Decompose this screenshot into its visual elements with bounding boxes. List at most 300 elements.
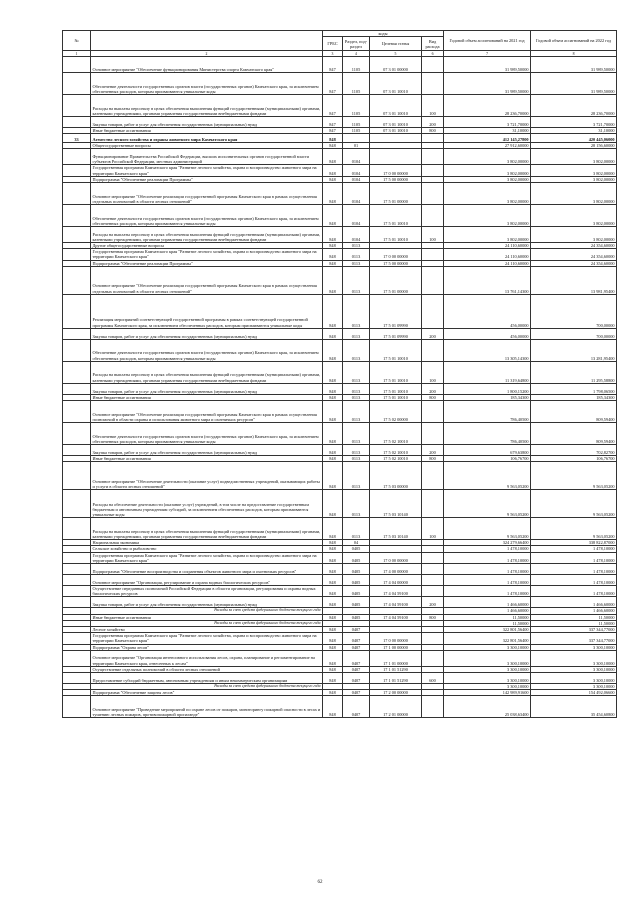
table-row [63,361,617,383]
row-target-article: 17 5 03 10140 [370,490,422,518]
row-expense-type [422,586,444,597]
row-amount-2022: 24 354,60000 [531,243,617,249]
row-amount-2022: 1 478,10000 [531,546,617,552]
row-grbs: 847 [323,73,343,95]
row-target-article: 17 5 00 00000 [370,260,422,266]
row-razdel: 1105 [343,117,370,128]
row-number [63,696,91,718]
row-target-article: 17 2 00 00000 [370,690,422,696]
row-expense-type [422,249,444,260]
row-amount-2021: 456,00000 [444,294,531,328]
row-expense-type [422,294,444,328]
row-razdel: 0104 [343,205,370,227]
row-grbs: 848 [323,165,343,176]
budget-table-sheet [62,30,616,718]
row-name: Основное мероприятие "Проведение мероприятий по охране лесов от пожаров, мониторингу пожарной опасности в лесах и тушению лесных пожаров, противопожарной пропаганде" [91,696,323,718]
row-amount-2021: 1 466,60000 [444,597,531,608]
row-name: Иные бюджетные ассигнования [91,394,323,400]
row-expense-type: 100 [422,518,444,540]
row-number: 33 [63,134,91,143]
row-grbs: 848 [323,401,343,423]
row-amount-2021: 24 110,60000 [444,243,531,249]
row-target-article: 17 4 04 00000 [370,575,422,586]
row-amount-2022: 154 492,06600 [531,690,617,696]
row-number [63,575,91,586]
row-amount-2022: 3 721,70000 [531,117,617,128]
row-amount-2021: 142 989,91600 [444,690,531,696]
row-grbs: 848 [323,627,343,633]
row-razdel: 0405 [343,546,370,552]
row-grbs: 848 [323,227,343,243]
row-name: Расходы на выплаты персоналу в целях обеспечения выполнения функций государственными (муниципальными) органами, казенными учреждениями, органами управления государственными внебюджетными фондами [91,95,323,117]
row-name: Иные бюджетные ассигнования [91,128,323,134]
row-number [63,165,91,176]
row-razdel: 0405 [343,586,370,597]
row-grbs: 848 [323,540,343,546]
row-name: Закупка товаров, работ и услуг для обеспечения государственных (муниципальных) нужд [91,328,323,339]
row-razdel: 0407 [343,633,370,644]
row-name: Закупка товаров, работ и услуг для обеспечения государственных (муниципальных) нужд [91,597,323,608]
row-amount-2021: 1 478,10000 [444,564,531,575]
row-note: Расходы за счет средств федерального бюджета текущего года [91,608,323,614]
row-target-article: 07 3 01 10010 [370,128,422,134]
row-amount-2022: 3 802,00000 [531,165,617,176]
row-expense-type: 600 [422,673,444,684]
row-expense-type [422,696,444,718]
row-target-article: 17 1 01 51290 [370,673,422,684]
row-amount-2022: 3 802,00000 [531,176,617,182]
row-expense-type [422,183,444,205]
row-grbs: 848 [323,633,343,644]
row-target-article: 17 5 01 10010 [370,227,422,243]
row-target-article: 17 0 00 00000 [370,552,422,563]
row-expense-type: 200 [422,328,444,339]
row-number [63,205,91,227]
row-razdel: 0113 [343,445,370,456]
row-amount-2021: 25 038,63400 [444,696,531,718]
row-target-article: 17 0 00 00000 [370,249,422,260]
row-note: Расходы за счет средств федерального бюджета текущего года [91,620,323,626]
row-amount-2022: 337 344,77000 [531,627,617,633]
row-number [63,117,91,128]
row-number [63,597,91,608]
table-row [63,249,617,260]
table-row [63,183,617,205]
row-amount-2021: 1 800,15200 [444,383,531,394]
row-name: Осуществление переданных полномочий Российской Федерации в области организации, регулирования и охраны водных биологических ресурсов [91,586,323,597]
row-target-article: 17 2 01 00000 [370,696,422,718]
row-razdel: 0113 [343,339,370,361]
row-amount-2021: 3 300,10000 [444,650,531,666]
header-razdel: Раздел, под-раздел [343,37,370,51]
column-number-cell: 5 [370,51,422,57]
row-number [63,552,91,563]
row-razdel: 0113 [343,383,370,394]
row-amount-2021: 9 563,05200 [444,490,531,518]
row-amount-2022: 31 989,50000 [531,73,617,95]
table-row [63,165,617,176]
row-target-article: 17 5 01 10010 [370,361,422,383]
table-row [63,564,617,575]
row-grbs: 848 [323,339,343,361]
row-expense-type [422,633,444,644]
row-name: Государственная программа Камчатского края "Развитие лесного хозяйства, охрана и воспроизводство животного мира на территории Камчатского края" [91,165,323,176]
row-expense-type: 100 [422,227,444,243]
row-grbs: 848 [323,490,343,518]
row-expense-type [422,462,444,490]
row-amount-2021: 1 478,10000 [444,586,531,597]
row-expense-type [422,490,444,518]
row-grbs: 847 [323,95,343,117]
row-name: Обеспечение деятельности государственных органов власти (государственных органов) Камчатского края, за исключением обеспеченных расходов, которым присваиваются уникальные коды [91,73,323,95]
row-target-article: 17 0 00 00000 [370,633,422,644]
row-amount-2021: 786,40500 [444,401,531,423]
row-razdel: 0113 [343,456,370,462]
row-grbs: 848 [323,260,343,266]
row-razdel: 0113 [343,462,370,490]
row-razdel: 1105 [343,95,370,117]
header-expense-type: Вид расхода [422,37,444,51]
table-row [63,401,617,423]
row-target-article: 07 3 01 10010 [370,95,422,117]
row-target-article: 17 4 04 59100 [370,597,422,608]
row-razdel: 0113 [343,361,370,383]
row-name: Закупка товаров, работ и услуг для обеспечения государственных (муниципальных) нужд [91,383,323,394]
row-target-article [370,149,422,165]
row-number [63,423,91,445]
row-razdel: 0113 [343,266,370,294]
row-amount-2021: 3 300,10000 [444,666,531,672]
row-target-article: 17 0 00 00000 [370,165,422,176]
row-number [63,57,91,73]
row-grbs: 848 [323,149,343,165]
row-amount-2021: 9 563,05200 [444,462,531,490]
row-name: Государственная программа Камчатского края "Развитие лесного хозяйства, охрана и воспроизводство животного мира на территории Камчатского края" [91,633,323,644]
row-razdel: 0113 [343,294,370,328]
row-target-article: 17 5 01 10010 [370,205,422,227]
row-amount-2021: 27 912,60000 [444,143,531,149]
row-target-article: 17 5 01 09990 [370,294,422,328]
row-amount-2021: 1 478,10000 [444,546,531,552]
row-amount-2021: 322 801,56400 [444,633,531,644]
row-number [63,462,91,490]
row-grbs: 848 [323,328,343,339]
row-number [63,149,91,165]
row-target-article: 17 5 01 10010 [370,383,422,394]
row-target-article: 07 3 01 00000 [370,57,422,73]
row-razdel: 0104 [343,176,370,182]
row-amount-2022: 1 478,10000 [531,564,617,575]
row-amount-2022: 24 354,60000 [531,249,617,260]
row-amount-2022: 1 478,10000 [531,586,617,597]
row-amount-2022: 3 802,00000 [531,205,617,227]
row-amount-2021: 185,34300 [444,394,531,400]
row-razdel: 04 [343,540,370,546]
row-expense-type: 200 [422,383,444,394]
row-amount-2022: 338 822,87000 [531,540,617,546]
row-amount-2022: 11,50000 [531,620,617,626]
header-year-2022: Годовой объем ассигнований на 2022 год [531,31,617,51]
row-target-article [370,134,422,143]
row-number [63,564,91,575]
table-row [63,597,617,608]
row-amount-2021: 13 761,14300 [444,266,531,294]
row-amount-2021: 456,00000 [444,328,531,339]
row-grbs: 848 [323,673,343,684]
table-row [63,57,617,73]
table-body [63,51,617,718]
row-amount-2022: 3 802,00000 [531,183,617,205]
row-expense-type [422,423,444,445]
row-grbs: 848 [323,445,343,456]
row-target-article: 07 3 01 10010 [370,117,422,128]
row-amount-2021: 3 802,00000 [444,227,531,243]
row-name: Национальная экономика [91,540,323,546]
row-expense-type: 200 [422,445,444,456]
table-row [63,445,617,456]
table-row [63,383,617,394]
row-grbs: 847 [323,117,343,128]
row-amount-2022: 1 478,10000 [531,552,617,563]
row-target-article: 17 4 00 00000 [370,564,422,575]
budget-table [62,30,617,718]
row-amount-2021: 11,50000 [444,614,531,620]
row-amount-2022: 28 236,70000 [531,95,617,117]
header-target-article: Целевая статья [370,37,422,51]
row-name: Реализация мероприятий соответствующей государственной программы в рамках соответствующей государственной программы Камчатского края, за исключением обеспеченных расходов, которым присваиваются уникальные коды [91,294,323,328]
table-row [63,423,617,445]
row-expense-type: 200 [422,117,444,128]
row-grbs: 848 [323,294,343,328]
row-target-article: 17 5 02 10010 [370,456,422,462]
row-razdel: 0405 [343,614,370,620]
header-year-2021: Годовой объем ассигнований на 2021 год [444,31,531,51]
row-amount-2021: 1 466,60000 [444,608,531,614]
table-row [63,518,617,540]
row-name: Основное мероприятие "Обеспечение деятельности (оказание услуг) подведомственных учреждений, оказывающих работы и услуги в области лесных отношений" [91,462,323,490]
row-name: Подпрограмма "Обеспечение реализации Программы" [91,176,323,182]
row-name: Обеспечение деятельности государственных органов власти (государственных органов) Камчатского края, за исключением обеспеченных расходов, которым присваиваются уникальные коды [91,339,323,361]
row-number [63,673,91,684]
row-number [63,445,91,456]
row-expense-type: 100 [422,361,444,383]
row-target-article: 17 5 01 09990 [370,328,422,339]
row-amount-2021: 13 305,14300 [444,339,531,361]
row-expense-type: 200 [422,597,444,608]
row-expense-type [422,149,444,165]
table-row [63,552,617,563]
row-razdel: 0405 [343,597,370,608]
row-target-article: 17 5 00 00000 [370,176,422,182]
row-grbs: 848 [323,176,343,182]
row-amount-2021: 1 478,10000 [444,575,531,586]
row-amount-2021: 3 802,00000 [444,176,531,182]
row-grbs: 848 [323,564,343,575]
row-amount-2021: 31,10000 [444,128,531,134]
row-expense-type [422,165,444,176]
row-name: Расходы на выплаты персоналу в целях обеспечения выполнения функций государственными (муниципальными) органами, казенными учреждениями, органами управления государственными внебюджетными фондами [91,518,323,540]
row-number [63,633,91,644]
row-amount-2022: 1 466,60000 [531,597,617,608]
row-amount-2022: 106,76700 [531,456,617,462]
row-name: Государственная программа Камчатского края "Развитие лесного хозяйства, охрана и воспроизводство животного мира на территории Камчатского края" [91,552,323,563]
row-number [63,586,91,597]
row-number [63,183,91,205]
row-number [63,490,91,518]
row-razdel: 0113 [343,249,370,260]
row-name: Сельское хозяйство и рыболовство [91,546,323,552]
row-amount-2022: 700,00000 [531,294,617,328]
row-expense-type [422,552,444,563]
row-amount-2022: 13 281,95400 [531,339,617,361]
row-razdel: 0405 [343,552,370,563]
row-name: Подпрограмма "Обеспечение защиты лесов" [91,690,323,696]
row-name: Иные бюджетные ассигнования [91,456,323,462]
row-number [63,328,91,339]
row-amount-2021: 1 478,10000 [444,552,531,563]
table-row [63,673,617,684]
page-number: 62 [317,880,323,885]
row-grbs: 848 [323,586,343,597]
row-expense-type [422,134,444,143]
row-name: Основное мероприятие "Организация, регулирование и охрана водных биологических ресурсов" [91,575,323,586]
row-expense-type [422,266,444,294]
row-grbs: 847 [323,128,343,134]
row-grbs: 848 [323,183,343,205]
row-amount-2022: 24 354,60000 [531,260,617,266]
row-razdel: 0113 [343,243,370,249]
row-amount-2022: 185,34300 [531,394,617,400]
column-number-cell: 1 [63,51,91,57]
row-amount-2022: 1 478,10000 [531,575,617,586]
table-row [63,294,617,328]
row-grbs: 848 [323,690,343,696]
row-amount-2021: 106,76700 [444,456,531,462]
row-razdel: 0405 [343,575,370,586]
row-number [63,249,91,260]
row-name: Подпрограмма "Охрана лесов" [91,644,323,650]
row-grbs: 848 [323,597,343,608]
row-number [63,73,91,95]
row-amount-2021: 786,40500 [444,423,531,445]
row-amount-2022: 9 563,05200 [531,462,617,490]
row-name: Государственная программа Камчатского края "Развитие лесного хозяйства, охрана и воспроизводство животного мира на территории Камчатского края" [91,249,323,260]
row-target-article: 17 1 01 51290 [370,666,422,672]
row-amount-2022: 1 466,60000 [531,608,617,614]
table-row [63,73,617,95]
row-expense-type: 800 [422,394,444,400]
row-razdel: 0113 [343,518,370,540]
table-row [63,339,617,361]
row-grbs: 848 [323,456,343,462]
row-name: Иные бюджетные ассигнования [91,614,323,620]
row-grbs: 848 [323,423,343,445]
row-razdel: 0113 [343,490,370,518]
row-razdel [343,134,370,143]
row-razdel: 0407 [343,696,370,718]
row-amount-2021: 24 110,60000 [444,260,531,266]
row-amount-2021: 412 145,27800 [444,134,531,143]
row-grbs: 848 [323,552,343,563]
row-target-article: 17 5 02 10010 [370,445,422,456]
row-name: Расходы на обеспечение деятельности (оказание услуг) учреждений, в том числе на предоставление государственным бюджетным и автономным учреждениям субсидий, за исключением обеспеченных расходов, которым присваиваются уникальные коды [91,490,323,518]
row-amount-2022: 809,59400 [531,423,617,445]
row-target-article: 17 4 04 59100 [370,586,422,597]
row-name: Общегосударственные вопросы [91,143,323,149]
row-number [63,383,91,394]
row-number [63,401,91,423]
header-grbs: ГРБС [323,37,343,51]
row-number [63,266,91,294]
row-razdel: 0407 [343,690,370,696]
row-razdel: 1105 [343,73,370,95]
row-target-article: 17 5 01 10010 [370,339,422,361]
row-amount-2021: 11,50000 [444,620,531,626]
row-name: Расходы на выплаты персоналу в целях обеспечения выполнения функций государственными (муниципальными) органами, казенными учреждениями, органами управления государственными внебюджетными фондами [91,227,323,243]
row-grbs: 848 [323,644,343,650]
table-row [63,633,617,644]
row-expense-type [422,401,444,423]
row-target-article: 17 5 02 10010 [370,423,422,445]
row-number [63,227,91,243]
column-number-cell: 8 [531,51,617,57]
row-amount-2022: 3 802,00000 [531,227,617,243]
column-number-cell: 7 [444,51,531,57]
row-razdel: 0113 [343,260,370,266]
header-name [91,31,323,51]
row-note: Расходы за счет средств федерального бюджета текущего года [91,684,323,690]
row-amount-2022: 3 300,10000 [531,644,617,650]
row-expense-type: 800 [422,614,444,620]
row-expense-type [422,57,444,73]
row-number [63,650,91,666]
row-amount-2022: 3 300,10000 [531,650,617,666]
row-amount-2021: 3 802,00000 [444,205,531,227]
table-row [63,586,617,597]
row-grbs: 848 [323,205,343,227]
row-razdel: 0113 [343,328,370,339]
row-name: Агентство лесного хозяйства и охраны животного мира Камчатского края [91,134,323,143]
table-row [63,490,617,518]
row-name: Основное мероприятие "Организация интенсивного использования лесов, охрана, планирование и регламентирование на территории Камчатского края, отнесенных к лесам" [91,650,323,666]
row-amount-2022: 31 989,50000 [531,57,617,73]
row-amount-2021: 679,63800 [444,445,531,456]
row-name: Осуществление отдельных полномочий в области лесных отношений [91,666,323,672]
table-row [63,462,617,490]
row-amount-2021: 3 300,10000 [444,673,531,684]
row-amount-2021: 3 802,00000 [444,165,531,176]
row-grbs: 848 [323,249,343,260]
row-number [63,361,91,383]
row-amount-2022: 9 563,05200 [531,490,617,518]
row-name: Функционирование Правительства Российской Федерации, высших исполнительных органов государственной власти субъектов Российской Федерации, местных администраций [91,149,323,165]
row-target-article: 17 5 01 00000 [370,183,422,205]
row-name: Лесное хозяйство [91,627,323,633]
row-amount-2021: 31 989,50000 [444,73,531,95]
table-row [63,117,617,128]
row-grbs: 848 [323,243,343,249]
row-amount-2021: 3 802,00000 [444,149,531,165]
row-name: Закупка товаров, работ и услуг для обеспечения государственных (муниципальных) нужд [91,117,323,128]
row-razdel: 0405 [343,564,370,575]
row-razdel: 0113 [343,394,370,400]
row-expense-type: 800 [422,456,444,462]
column-number-cell: 4 [343,51,370,57]
row-amount-2021: 24 110,60000 [444,249,531,260]
row-target-article: 07 3 01 10010 [370,73,422,95]
row-grbs: 848 [323,394,343,400]
row-grbs: 848 [323,614,343,620]
